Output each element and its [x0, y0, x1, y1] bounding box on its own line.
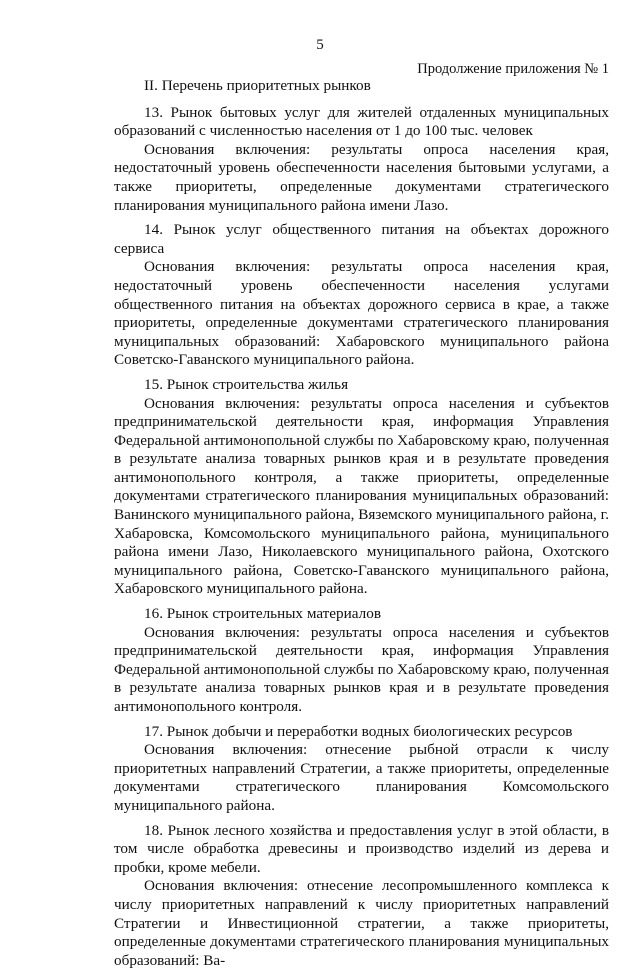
- market-item-title: 15. Рынок строительства жилья: [144, 375, 349, 393]
- market-item-basis: Основания включения: результаты опроса населения края, недостаточный уровень обеспеченности населения услугами общественного питания на объектах дорожного сервиса в крае, а также приоритеты, определенные документами стратегического планирования муниципальных образований: Хабаровского муниципального района Советско-Гаванского муниципального района.: [114, 258, 609, 369]
- appendix-continuation-label: Продолжение приложения № 1: [417, 61, 609, 77]
- market-item: [114, 221, 609, 370]
- market-item-basis: Основания включения: результаты опроса населения и субъектов предпринимательской деятельности края, информация Управления Федеральной антимонопольной службы по Хабаровскому краю, полученная в результате анализа товарных рынков края и в результате проведения антимонопольного контроля, а также приоритеты, определенные документами стратегического планирования муниципальных образований: Ванинского муниципального района, Вяземского муниципального района, г. Хабаровска, Комсомольского муниципального района, муниципального района имени Лазо, Николаевского муниципального района, Охотского муниципального района, Советско-Гаванского муниципального района, Хабаровского муниципального района.: [114, 394, 609, 598]
- market-item-title: 17. Рынок добычи и переработки водных биологических ресурсов: [144, 722, 573, 740]
- market-item-title: 18. Рынок лесного хозяйства и предоставления услуг в этой области, в том числе обработка древесины и производство изделий из дерева и пробки, кроме мебели.: [114, 821, 609, 876]
- document-body: [114, 77, 609, 976]
- market-item: [114, 104, 609, 216]
- section-title: II. Перечень приоритетных рынков: [144, 77, 371, 94]
- market-item-basis: Основания включения: отнесение рыбной отрасли к числу приоритетных направлений Стратегии, а также приоритеты, определенные документами стратегического планирования Комсомольского муниципального района.: [114, 741, 609, 814]
- market-item: [114, 822, 609, 971]
- market-item-title: 13. Рынок бытовых услуг для жителей отдаленных муниципальных образований с численностью населения от 1 до 100 тыс. человек: [114, 103, 609, 140]
- market-item: [114, 605, 609, 717]
- market-item-basis: Основания включения: результаты опроса населения и субъектов предпринимательской деятельности края, информация Управления Федеральной антимонопольной службы по Хабаровскому краю, полученная в результате анализа товарных рынков края и в результате проведения антимонопольного контроля.: [114, 623, 609, 715]
- market-item-basis: Основания включения: отнесение лесопромышленного комплекса к числу приоритетных направлений к числу приоритетных направлений Стратегии и Инвестиционной стратегии, а также приоритеты, определенные документами стратегического планирования муниципальных образований: Ва-: [114, 877, 609, 969]
- market-item-title: 14. Рынок услуг общественного питания на объектах дорожного сервиса: [114, 221, 609, 257]
- market-item: [114, 376, 609, 599]
- page-number: 5: [316, 37, 324, 53]
- market-item: [114, 723, 609, 816]
- market-item-basis: Основания включения: результаты опроса населения края, недостаточный уровень обеспеченности населения бытовыми услугами, а также приоритеты, определенные документами стратегического планирования муниципального района имени Лазо.: [114, 140, 609, 214]
- market-item-title: 16. Рынок строительных материалов: [144, 605, 381, 623]
